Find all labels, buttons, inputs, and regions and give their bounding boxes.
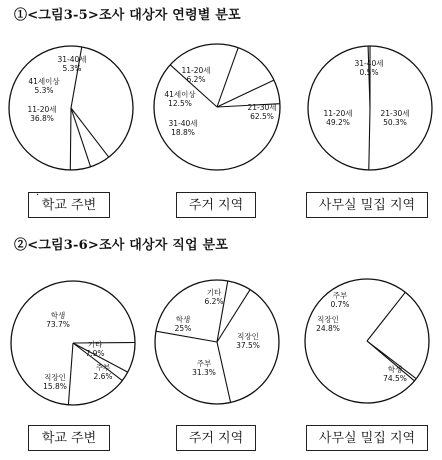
slice-value-4: 25% xyxy=(174,324,192,333)
slice-value-2: 49.2% xyxy=(326,118,350,127)
slice-label-3: 31-40세 xyxy=(57,55,87,64)
caption-school-area-1: 학교 주변 xyxy=(28,192,110,218)
slice-label-1: 기타 xyxy=(206,288,222,297)
slice-label-1: 21-30세 xyxy=(247,103,277,112)
pie-chart-6 xyxy=(305,279,429,403)
pie-chart-2 xyxy=(154,44,280,170)
pie-chart-5 xyxy=(155,280,279,404)
stray-mark: · xyxy=(36,190,40,201)
slice-value-2: 24.8% xyxy=(316,324,340,333)
slice-label-2: 직장인 xyxy=(44,373,66,382)
slice-boundary-2 xyxy=(367,292,405,341)
slice-label-2: 직장인 xyxy=(317,315,339,324)
pie-chart-1 xyxy=(9,46,133,170)
caption-residential-area-1: 주거 지역 xyxy=(176,192,256,218)
slice-value-3: 0.5% xyxy=(359,68,379,77)
slice-label-2: 직장인 xyxy=(237,332,259,341)
slice-boundary-3 xyxy=(68,343,73,405)
slice-value-1: 36.8% xyxy=(30,114,54,123)
caption-school-area-2: 학교 주변 xyxy=(28,425,110,451)
slice-value-1: 50.3% xyxy=(383,118,407,127)
slice-value-4: 7.9% xyxy=(85,349,105,358)
slice-value-3: 31.3% xyxy=(192,368,216,377)
slice-boundary-2 xyxy=(369,108,370,170)
slice-value-3: 0.7% xyxy=(330,300,350,309)
caption-office-area-2: 사무실 밀집 지역 xyxy=(306,425,428,451)
slice-value-1: 74.5% xyxy=(383,374,407,383)
figure-3-5-heading: ①<그림3-5>조사 대상자 연령별 분포 xyxy=(14,8,241,23)
slice-label-3: 주부 xyxy=(332,291,348,300)
slice-label-3: 41세이상 xyxy=(164,90,196,99)
slice-label-1: 학생 xyxy=(387,365,403,374)
caption-residential-area-2: 주거 지역 xyxy=(176,425,256,451)
slice-label-2: 41세이상 xyxy=(28,77,60,86)
slice-value-3: 12.5% xyxy=(168,99,192,108)
slice-value-2: 18.8% xyxy=(171,128,195,137)
slice-value-2: 37.5% xyxy=(236,341,260,350)
slice-boundary-3 xyxy=(217,342,231,403)
slice-label-3: 학생 xyxy=(50,311,66,320)
pie-chart-3 xyxy=(308,46,432,170)
slice-label-1: 21-30세 xyxy=(380,109,410,118)
figure-3-6-heading: ②<그림3-6>조사 대상자 직업 분포 xyxy=(14,238,228,253)
slice-value-4: 6.2% xyxy=(186,75,206,84)
slice-label-3: 주부 xyxy=(196,359,212,368)
slice-label-2: 31-40세 xyxy=(168,119,198,128)
slice-value-1: 2.6% xyxy=(93,372,113,381)
slice-boundary-3 xyxy=(71,108,91,167)
slice-label-1: 11-20세 xyxy=(27,105,57,114)
slice-label-2: 11-20세 xyxy=(323,109,353,118)
slice-value-2: 15.8% xyxy=(43,382,67,391)
slice-value-2: 5.3% xyxy=(34,86,54,95)
slice-boundary-4 xyxy=(70,108,71,170)
slice-label-4: 11-20세 xyxy=(181,66,211,75)
slice-value-3: 73.7% xyxy=(46,320,70,329)
caption-office-area-1: 사무실 밀집 지역 xyxy=(306,192,428,218)
slice-value-3: 5.3% xyxy=(62,64,82,73)
slice-value-1: 62.5% xyxy=(250,112,274,121)
slice-label-1: 주부 xyxy=(95,363,111,372)
slice-label-4: 기타 xyxy=(87,340,103,349)
slice-boundary-2 xyxy=(71,108,109,157)
pie-chart-4 xyxy=(11,281,135,405)
slice-label-3: 31-40세 xyxy=(354,59,384,68)
slice-label-4: 학생 xyxy=(175,315,191,324)
slice-value-1: 6.2% xyxy=(204,297,224,306)
slice-boundary-4 xyxy=(73,343,135,344)
